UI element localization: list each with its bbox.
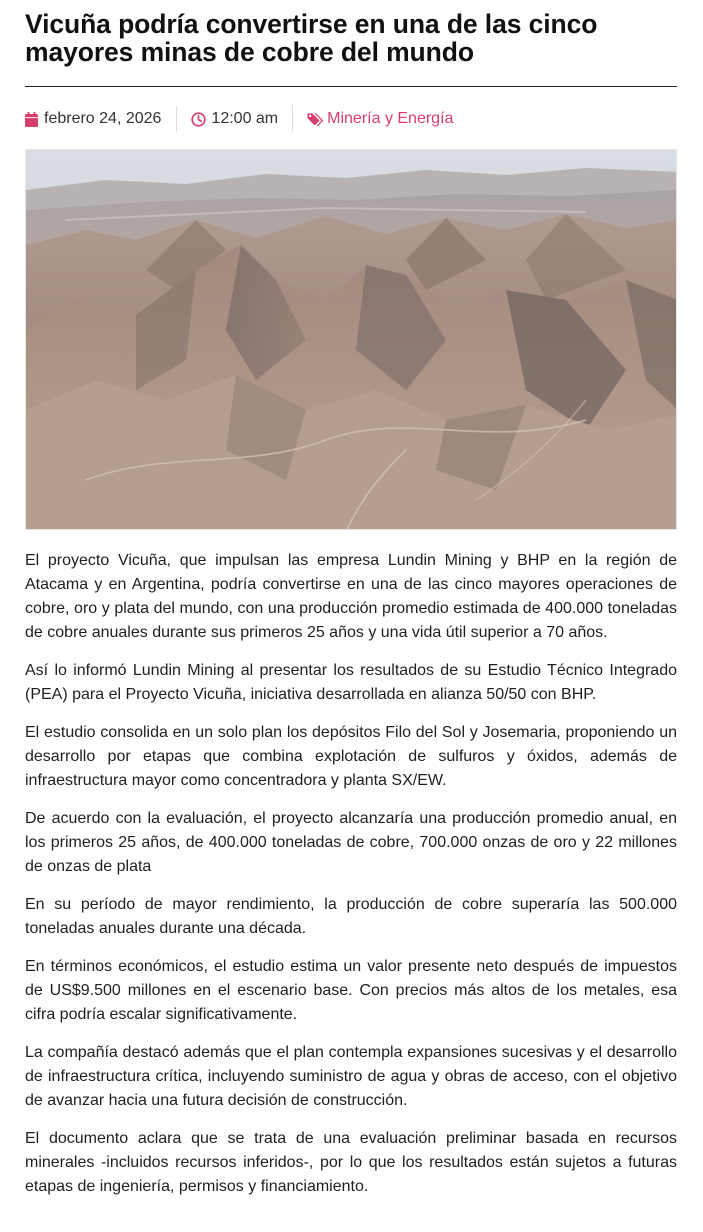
- clock-icon: [191, 112, 211, 127]
- article-paragraph: En términos económicos, el estudio estima un valor presente neto después de impuestos de US$9.500 millones en el escenario base. Con precios más altos de los metales, esa cifra podría escalar significativamente.: [25, 958, 677, 1023]
- article-paragraph: En su período de mayor rendimiento, la producción de cobre superaría las 500.000 toneladas anuales durante una década.: [25, 896, 677, 937]
- article-paragraph: De acuerdo con la evaluación, el proyecto alcanzaría una producción promedio anual, en los primeros 25 años, de 400.000 toneladas de cobre, 700.000 onzas de oro y 22 millones de onzas de plata: [25, 810, 677, 875]
- article-paragraph: El proyecto Vicuña, que impulsan las empresa Lundin Mining y BHP en la región de Atacama y en Argentina, podría convertirse en una de las cinco mayores operaciones de cobre, oro y plata del mundo, con una producción promedio estimada de 400.000 toneladas de cobre anuales durante sus primeros 25 años y una vida útil superior a 70 años.: [25, 552, 677, 641]
- calendar-icon: [25, 112, 44, 127]
- title-divider: [25, 86, 677, 87]
- meta-time-text: 12:00 am: [211, 110, 279, 127]
- article-meta: [25, 104, 677, 134]
- meta-time: [177, 104, 292, 134]
- article: [25, 0, 677, 1213]
- meta-date: [25, 104, 176, 134]
- article-paragraph: El documento aclara que se trata de una evaluación preliminar basada en recursos minerales -incluidos recursos inferidos-, por lo que los resultados están sujetos a futuras etapas de ingeniería, permisos y financiamiento.: [25, 1130, 677, 1195]
- article-paragraph: Así lo informó Lundin Mining al presentar los resultados de su Estudio Técnico Integrado (PEA) para el Proyecto Vicuña, iniciativa desarrollada en alianza 50/50 con BHP.: [25, 662, 677, 703]
- article-image: [25, 149, 677, 530]
- meta-date-text: febrero 24, 2026: [44, 110, 162, 127]
- article-paragraph: La compañía destacó además que el plan contempla expansiones sucesivas y el desarrollo de infraestructura crítica, incluyendo suministro de agua y obras de acceso, con el objetivo de avanzar hacia una futura decisión de construcción.: [25, 1044, 677, 1109]
- tags-icon: [307, 112, 327, 127]
- category-link[interactable]: Minería y Energía: [327, 110, 454, 127]
- article-paragraph: El estudio consolida en un solo plan los depósitos Filo del Sol y Josemaria, proponiendo un desarrollo por etapas que combina explotación de sulfuros y óxidos, además de infraestructura mayor como concentradora y planta SX/EW.: [25, 724, 677, 789]
- meta-category: [293, 104, 453, 134]
- article-title: Vicuña podría convertirse en una de las cinco mayores minas de cobre del mundo: [25, 9, 598, 67]
- article-body: [25, 549, 677, 1199]
